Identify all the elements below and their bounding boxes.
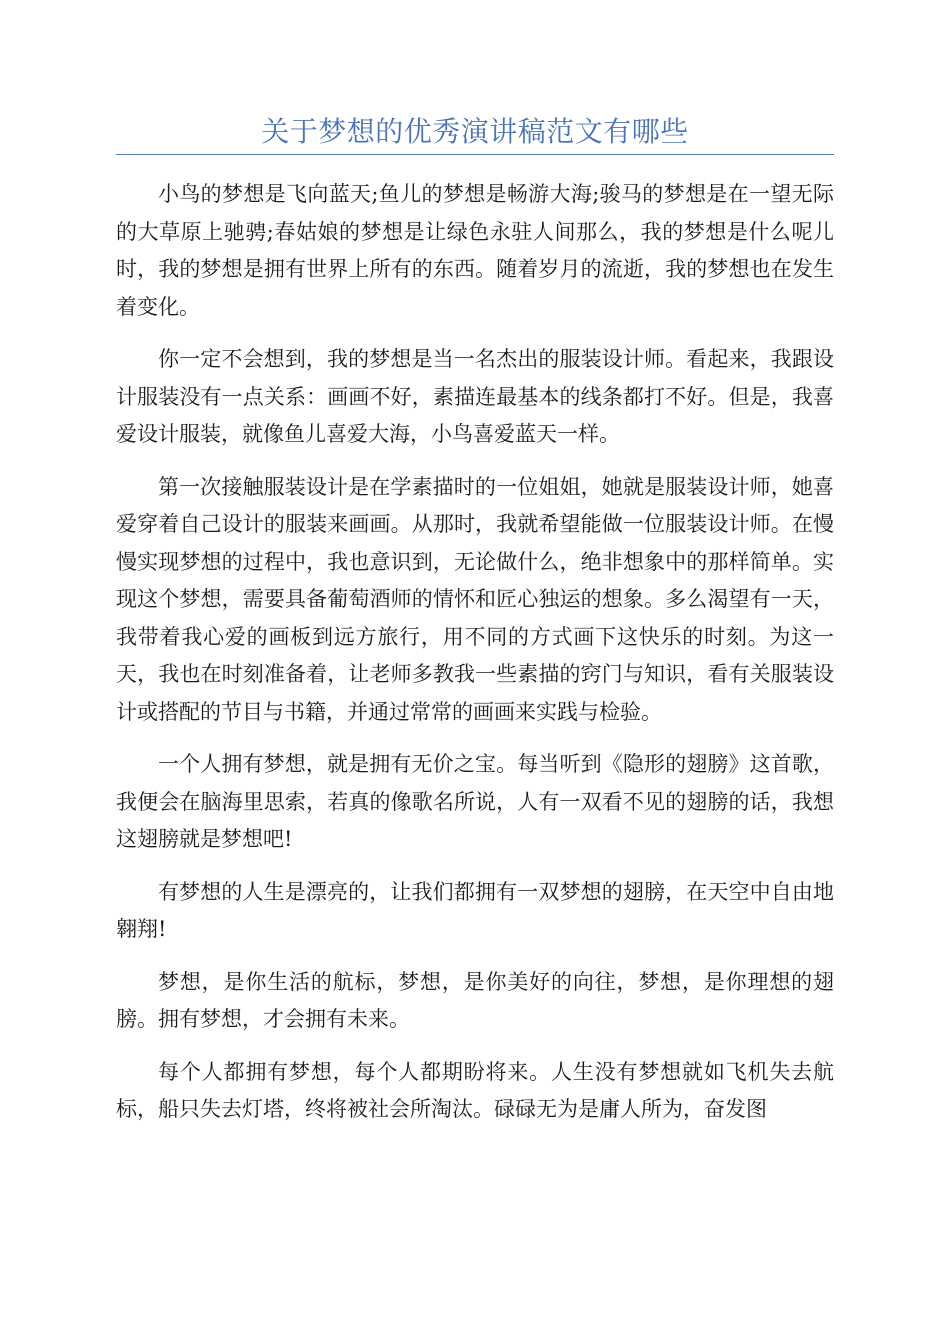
paragraph-3: 第一次接触服装设计是在学素描时的一位姐姐，她就是服装设计师，她喜爱穿着自己设计的服装来画画。从那时，我就希望能做一位服装设计师。在慢慢实现梦想的过程中，我也意识到，无论做什么，绝非想象中的那样简单。实现这个梦想，需要具备葡萄酒师的情怀和匠心独运的想象。多么渴望有一天，我带着我心爱的画板到远方旅行，用不同的方式画下这快乐的时刻。为这一天，我也在时刻准备着，让老师多教我一些素描的窍门与知识，看有关服装设计或搭配的节目与书籍，并通过常常的画画来实践与检验。 [116,474,834,724]
document-title: 关于梦想的优秀演讲稿范文有哪些 [261,115,689,148]
paragraph-5: 有梦想的人生是漂亮的，让我们都拥有一双梦想的翅膀，在天空中自由地翱翔! [116,879,834,941]
paragraph-7: 每个人都拥有梦想，每个人都期盼将来。人生没有梦想就如飞机失去航标，船只失去灯塔，终将被社会所淘汰。碌碌无为是庸人所为，奋发图 [116,1059,834,1121]
paragraph-4: 一个人拥有梦想，就是拥有无价之宝。每当听到《隐形的翅膀》这首歌，我便会在脑海里思索，若真的像歌名所说，人有一双看不见的翅膀的话，我想这翅膀就是梦想吧! [116,752,834,851]
document-body [116,176,834,1144]
paragraph-1: 小鸟的梦想是飞向蓝天;鱼儿的梦想是畅游大海;骏马的梦想是在一望无际的大草原上驰骋;春姑娘的梦想是让绿色永驻人间那么，我的梦想是什么呢儿时，我的梦想是拥有世界上所有的东西。随着岁月的流逝，我的梦想也在发生着变化。 [116,182,834,319]
title-underline-divider [116,154,834,155]
paragraph-6: 梦想，是你生活的航标，梦想，是你美好的向往，梦想，是你理想的翅膀。拥有梦想，才会拥有未来。 [116,969,834,1031]
paragraph-2: 你一定不会想到，我的梦想是当一名杰出的服装设计师。看起来，我跟设计服装没有一点关系：画画不好，素描连最基本的线条都打不好。但是，我喜爱设计服装，就像鱼儿喜爱大海，小鸟喜爱蓝天一样。 [116,347,834,446]
